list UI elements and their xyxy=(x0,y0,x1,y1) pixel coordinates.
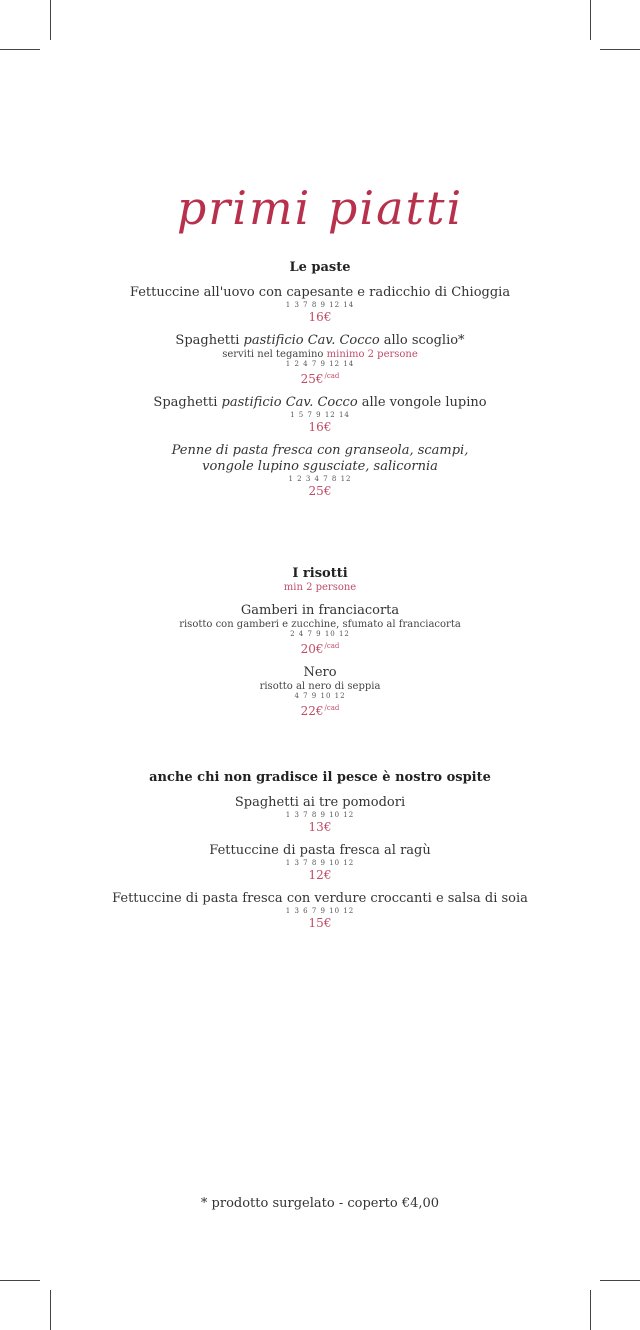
allergens: 2 4 7 9 10 12 xyxy=(290,630,350,638)
section-heading: Le paste xyxy=(289,260,351,275)
dish-description: risotto al nero di seppia xyxy=(259,681,381,692)
allergens: 1 2 4 7 9 12 14 xyxy=(285,360,355,368)
dish-name: Fettuccine all'uovo con capesante e radicchio di Chioggia xyxy=(129,285,511,300)
menu-item xyxy=(0,443,640,498)
menu-item xyxy=(0,665,640,718)
menu-item xyxy=(0,603,640,656)
allergens: 1 2 3 4 7 8 12 xyxy=(288,475,352,483)
allergens: 1 3 7 8 9 12 14 xyxy=(285,301,355,309)
crop-mark xyxy=(600,49,640,50)
dish-name: Penne di pasta fresca con granseola, scampi, xyxy=(171,443,469,458)
section-heading: I risotti xyxy=(292,566,348,581)
dish-description: serviti nel tegamino minimo 2 persone xyxy=(222,349,418,360)
allergens: 1 5 7 9 12 14 xyxy=(290,411,350,419)
crop-mark xyxy=(50,1290,51,1330)
dish-name: Spaghetti ai tre pomodori xyxy=(234,795,406,810)
crop-mark xyxy=(590,1290,591,1330)
dish-name: Fettuccine di pasta fresca con verdure croccanti e salsa di soia xyxy=(112,891,528,906)
footer-note: * prodotto surgelato - coperto €4,00 xyxy=(200,1196,440,1211)
section-subheading: min 2 persone xyxy=(283,582,357,593)
section-risotti xyxy=(0,566,640,718)
dish-name: Fettuccine di pasta fresca al ragù xyxy=(209,843,431,858)
menu-item xyxy=(0,843,640,882)
price: 15€ xyxy=(308,916,332,930)
dish-name: vongole lupino sgusciate, salicornia xyxy=(202,459,438,474)
price: 25€ xyxy=(308,484,332,498)
dish-name: Gamberi in franciacorta xyxy=(240,603,400,618)
crop-mark xyxy=(590,0,591,40)
section-paste xyxy=(0,260,640,498)
dish-name: Spaghetti pastificio Cav. Cocco alle vongole lupino xyxy=(153,395,487,410)
menu-item xyxy=(0,891,640,930)
crop-mark xyxy=(600,1280,640,1281)
dish-name: Spaghetti pastificio Cav. Cocco allo scoglio* xyxy=(175,333,465,348)
allergens: 1 3 6 7 9 10 12 xyxy=(285,907,355,915)
price: 12€ xyxy=(308,868,332,882)
section-ospite xyxy=(0,770,640,930)
price: 13€ xyxy=(308,820,332,834)
price: 16€ xyxy=(308,420,332,434)
price: 22€$^{/cad}$ xyxy=(300,704,340,718)
price: 25€$^{/cad}$ xyxy=(300,372,340,386)
section-heading: anche chi non gradisce il pesce è nostro ospite xyxy=(149,770,491,785)
allergens: 1 3 7 8 9 10 12 xyxy=(285,859,355,867)
crop-mark xyxy=(0,49,40,50)
allergens: 4 7 9 10 12 xyxy=(294,692,346,700)
menu-item xyxy=(0,395,640,434)
price: 16€ xyxy=(308,310,332,324)
crop-mark xyxy=(0,1280,40,1281)
allergens: 1 3 7 8 9 10 12 xyxy=(285,811,355,819)
dish-name: Nero xyxy=(303,665,337,680)
dish-description: risotto con gamberi e zucchine, sfumato al franciacorta xyxy=(179,619,461,630)
page-title: primi piatti xyxy=(176,181,464,235)
price: 20€$^{/cad}$ xyxy=(300,642,340,656)
menu-item xyxy=(0,285,640,324)
menu-item xyxy=(0,333,640,386)
crop-mark xyxy=(50,0,51,40)
menu-item xyxy=(0,795,640,834)
